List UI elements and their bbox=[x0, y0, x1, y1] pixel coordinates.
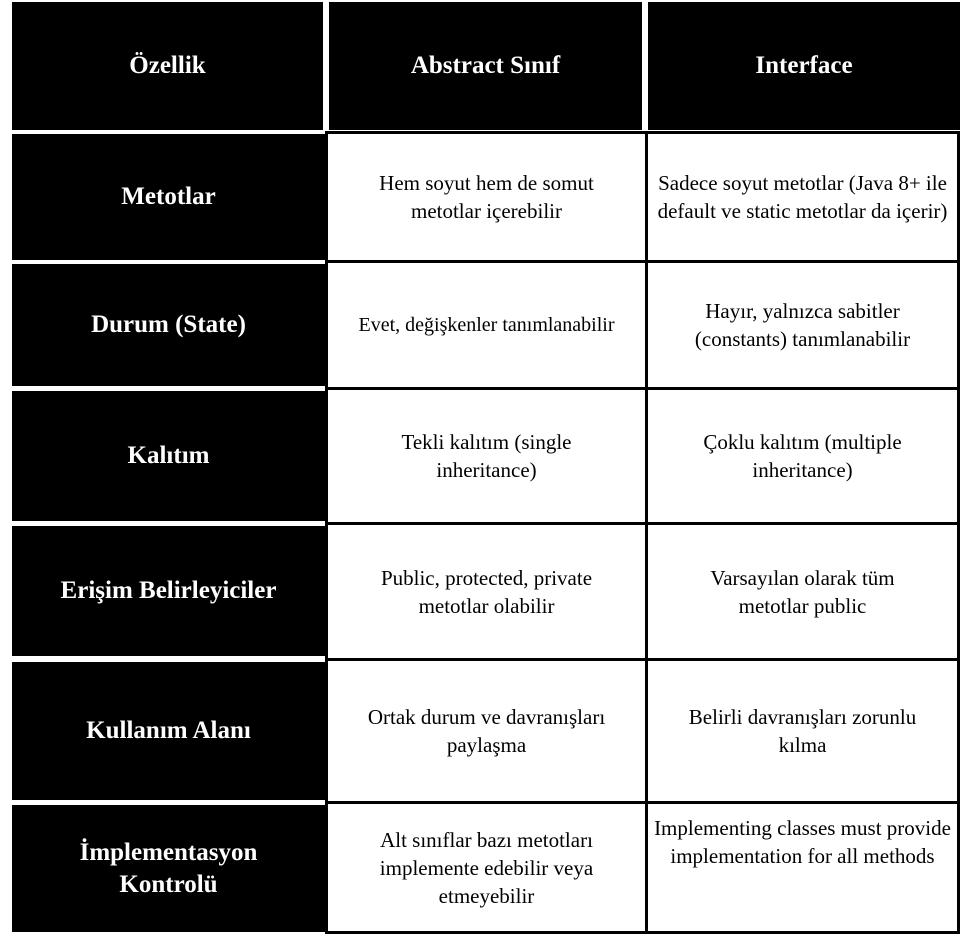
row-label: Metotlar bbox=[121, 183, 216, 210]
table-cell-abstract bbox=[325, 801, 648, 934]
cell-text: Tekli kalıtım (single inheritance) bbox=[401, 430, 572, 482]
table-cell-interface bbox=[645, 260, 960, 390]
cell-text: Public, protected, private metotlar olabilir bbox=[380, 565, 593, 618]
cell-text: Alt sınıflar bazı metotları implemente edebilir veya etmeyebilir bbox=[379, 827, 594, 908]
cell-text: Implementing classes must provide implementation for all methods bbox=[654, 816, 951, 868]
table-cell-abstract bbox=[325, 131, 648, 263]
cell-text: Varsayılan olarak tüm metotlar public bbox=[710, 565, 895, 618]
table-cell-interface bbox=[645, 658, 960, 804]
row-label-cell bbox=[12, 134, 325, 260]
cell-text: Belirli davranışları zorunlu kılma bbox=[688, 705, 917, 757]
header-label-interface: Interface bbox=[755, 52, 853, 79]
cell-text: Hayır, yalnızca sabitler (constants) tanımlanabilir bbox=[694, 299, 911, 351]
row-label: İmplementasyon Kontrolü bbox=[79, 838, 258, 898]
header-label-feature: Özellik bbox=[129, 52, 206, 79]
row-label-cell bbox=[12, 391, 325, 521]
row-label: Kullanım Alanı bbox=[86, 717, 251, 744]
row-label: Erişim Belirleyiciler bbox=[60, 577, 277, 604]
table-cell-interface bbox=[645, 522, 960, 661]
cell-text: Hem soyut hem de somut metotlar içerebilir bbox=[379, 171, 594, 223]
header-cell-abstract bbox=[329, 2, 642, 130]
table-cell-abstract bbox=[325, 658, 648, 804]
row-label-cell bbox=[12, 264, 325, 386]
row-label: Kalıtım bbox=[127, 442, 210, 469]
row-label-cell bbox=[12, 662, 325, 800]
row-label-cell bbox=[12, 805, 325, 932]
table-cell-interface bbox=[645, 131, 960, 263]
row-label: Durum (State) bbox=[91, 311, 246, 338]
cell-text: Çoklu kalıtım (multiple inheritance) bbox=[703, 430, 902, 482]
header-label-abstract: Abstract Sınıf bbox=[410, 52, 561, 79]
cell-text: Evet, değişkenler tanımlanabilir bbox=[358, 314, 615, 336]
header-cell-interface bbox=[648, 2, 960, 130]
table-cell-abstract bbox=[325, 522, 648, 661]
table-cell-interface bbox=[645, 801, 960, 934]
cell-text: Sadece soyut metotlar (Java 8+ ile default ve static metotlar da içerir) bbox=[657, 171, 948, 223]
table-cell-abstract bbox=[325, 387, 648, 525]
header-cell-feature bbox=[12, 2, 323, 130]
row-label-cell bbox=[12, 526, 325, 656]
table-cell-abstract bbox=[325, 260, 648, 390]
cell-text: Ortak durum ve davranışları paylaşma bbox=[367, 705, 606, 757]
table-cell-interface bbox=[645, 387, 960, 525]
